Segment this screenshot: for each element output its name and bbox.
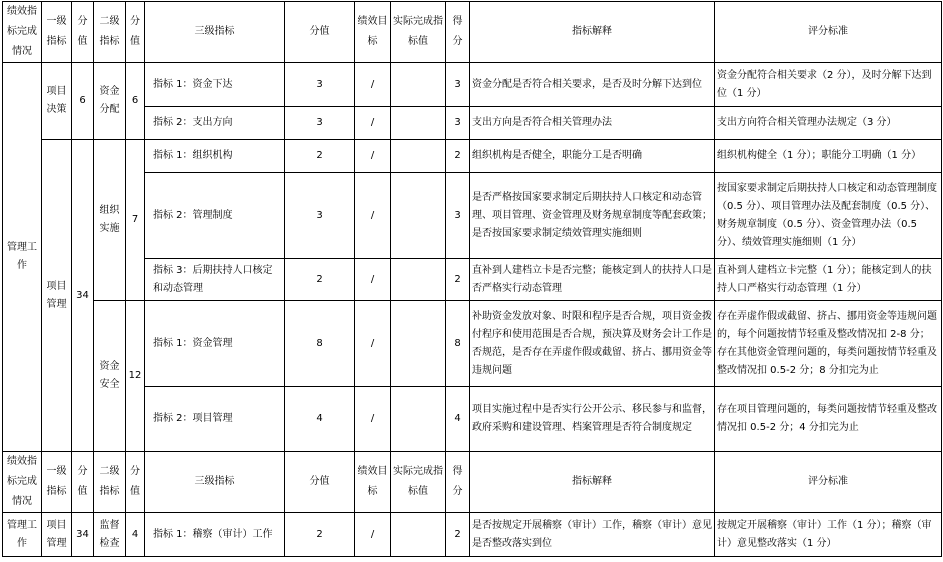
- level3-score: 2: [285, 140, 355, 173]
- criteria-cell: 资金分配符合相关要求（2 分），及时分解下达到位（1 分）: [715, 63, 942, 107]
- level3-name: 指标 1：组织机构: [145, 140, 285, 173]
- explain-cell: 资金分配是否符合相关要求，是否及时分解下达到位: [470, 63, 715, 107]
- level1-cell: 项目管理: [42, 513, 72, 557]
- header-criteria: 评分标准: [715, 452, 942, 513]
- level1-cell: 项目管理: [42, 140, 72, 452]
- header-actual: 实际完成指标值: [391, 452, 446, 513]
- table-row: [3, 513, 942, 557]
- repeated-header-row: [3, 452, 942, 513]
- header-score1: 分值: [72, 2, 94, 63]
- criteria-cell: 存在项目管理问题的，每类问题按情节轻重及整改情况扣 0.5-2 分；4 分扣完为止: [715, 387, 942, 452]
- level1-cell: 项目决策: [42, 63, 72, 140]
- criteria-cell: 组织机构健全（1 分）；职能分工明确（1 分）: [715, 140, 942, 173]
- actual-cell: [391, 301, 446, 387]
- level3-name: 指标 2：支出方向: [145, 107, 285, 140]
- level3-score: 8: [285, 301, 355, 387]
- header-score2: 分值: [126, 452, 145, 513]
- category-cell: 管理工作: [3, 63, 42, 452]
- actual-cell: [391, 387, 446, 452]
- header-row: [3, 2, 942, 63]
- actual-cell: [391, 107, 446, 140]
- level2-score: 4: [126, 513, 145, 557]
- criteria-cell: 存在弄虚作假或截留、挤占、挪用资金等违规问题的，每个问题按情节轻重及整改情况扣 2-8 分；存在其他资金管理问题的，每类问题按情节轻重及整改情况扣 0.5-2 分；8 分扣完为止: [715, 301, 942, 387]
- header-score1: 分值: [72, 452, 94, 513]
- criteria-cell: 按规定开展稽察（审计）工作（1 分）；稽察（审计）意见整改落实（1 分）: [715, 513, 942, 557]
- level3-name: 指标 1：稽察（审计）工作: [145, 513, 285, 557]
- header-kpi-status: 绩效指标完成情况: [3, 452, 42, 513]
- got-cell: 8: [446, 301, 470, 387]
- level1-score: 34: [72, 140, 94, 452]
- explain-cell: 支出方向是否符合相关管理办法: [470, 107, 715, 140]
- level3-score: 2: [285, 513, 355, 557]
- got-cell: 3: [446, 107, 470, 140]
- target-cell: /: [355, 513, 391, 557]
- criteria-cell: 直补到人建档立卡完整（1 分）；能核定到人的扶持人口严格实行动态管理（1 分）: [715, 259, 942, 301]
- header-level2: 二级指标: [94, 2, 126, 63]
- actual-cell: [391, 63, 446, 107]
- table-row: [3, 301, 942, 387]
- got-cell: 4: [446, 387, 470, 452]
- level3-name: 指标 2：管理制度: [145, 173, 285, 259]
- explain-cell: 是否严格按国家要求制定后期扶持人口核定和动态管理、项目管理、资金管理及财务规章制度等配套政策；是否按国家要求制定绩效管理实施细则: [470, 173, 715, 259]
- got-cell: 3: [446, 173, 470, 259]
- level3-name: 指标 3：后期扶持人口核定和动态管理: [145, 259, 285, 301]
- got-cell: 3: [446, 63, 470, 107]
- level2-score: 7: [126, 140, 145, 301]
- header-level3: 三级指标: [145, 452, 285, 513]
- level2-cell: 资金安全: [94, 301, 126, 452]
- got-cell: 2: [446, 140, 470, 173]
- table-row: [3, 63, 942, 107]
- criteria-cell: 支出方向符合相关管理办法规定（3 分）: [715, 107, 942, 140]
- target-cell: /: [355, 387, 391, 452]
- level3-score: 3: [285, 107, 355, 140]
- level3-score: 3: [285, 173, 355, 259]
- header-level2: 二级指标: [94, 452, 126, 513]
- header-score2: 分值: [126, 2, 145, 63]
- header-explain: 指标解释: [470, 452, 715, 513]
- header-got: 得分: [446, 2, 470, 63]
- got-cell: 2: [446, 513, 470, 557]
- criteria-cell: 按国家要求制定后期扶持人口核定和动态管理制度（0.5 分）、项目管理办法及配套制度（0.5 分）、财务规章制度（0.5 分）、资金管理办法（0.5 分）、绩效管理实施细则（1 分）: [715, 173, 942, 259]
- level1-score: 34: [72, 513, 94, 557]
- target-cell: /: [355, 301, 391, 387]
- explain-cell: 组织机构是否健全，职能分工是否明确: [470, 140, 715, 173]
- level2-score: 6: [126, 63, 145, 140]
- header-target: 绩效目标: [355, 2, 391, 63]
- header-explain: 指标解释: [470, 2, 715, 63]
- header-score3: 分值: [285, 2, 355, 63]
- explain-cell: 项目实施过程中是否实行公开公示、移民参与和监督，政府采购和建设管理、档案管理是否符合制度规定: [470, 387, 715, 452]
- explain-cell: 直补到人建档立卡是否完整；能核定到人的扶持人口是否严格实行动态管理: [470, 259, 715, 301]
- target-cell: /: [355, 107, 391, 140]
- header-score3: 分值: [285, 452, 355, 513]
- level3-name: 指标 1：资金管理: [145, 301, 285, 387]
- level3-score: 2: [285, 259, 355, 301]
- header-level1: 一级指标: [42, 452, 72, 513]
- actual-cell: [391, 513, 446, 557]
- header-target: 绩效目标: [355, 452, 391, 513]
- header-kpi-status: 绩效指标完成情况: [3, 2, 42, 63]
- level2-score: 12: [126, 301, 145, 452]
- actual-cell: [391, 259, 446, 301]
- target-cell: /: [355, 63, 391, 107]
- explain-cell: 是否按规定开展稽察（审计）工作，稽察（审计）意见是否整改落实到位: [470, 513, 715, 557]
- level2-cell: 组织实施: [94, 140, 126, 301]
- level3-score: 4: [285, 387, 355, 452]
- level2-cell: 监督检查: [94, 513, 126, 557]
- level1-score: 6: [72, 63, 94, 140]
- table-row: [3, 140, 942, 173]
- header-level3: 三级指标: [145, 2, 285, 63]
- level3-name: 指标 1：资金下达: [145, 63, 285, 107]
- target-cell: /: [355, 173, 391, 259]
- category-cell: 管理工作: [3, 513, 42, 557]
- level3-score: 3: [285, 63, 355, 107]
- target-cell: /: [355, 140, 391, 173]
- header-level1: 一级指标: [42, 2, 72, 63]
- header-criteria: 评分标准: [715, 2, 942, 63]
- header-got: 得分: [446, 452, 470, 513]
- header-actual: 实际完成指标值: [391, 2, 446, 63]
- actual-cell: [391, 140, 446, 173]
- level2-cell: 资金分配: [94, 63, 126, 140]
- target-cell: /: [355, 259, 391, 301]
- performance-table: [2, 1, 942, 557]
- actual-cell: [391, 173, 446, 259]
- explain-cell: 补助资金发放对象、时限和程序是否合规，项目资金拨付程序和使用范围是否合规，预决算及财务会计工作是否规范，是否存在弄虚作假或截留、挤占、挪用资金等违规问题: [470, 301, 715, 387]
- got-cell: 2: [446, 259, 470, 301]
- level3-name: 指标 2：项目管理: [145, 387, 285, 452]
